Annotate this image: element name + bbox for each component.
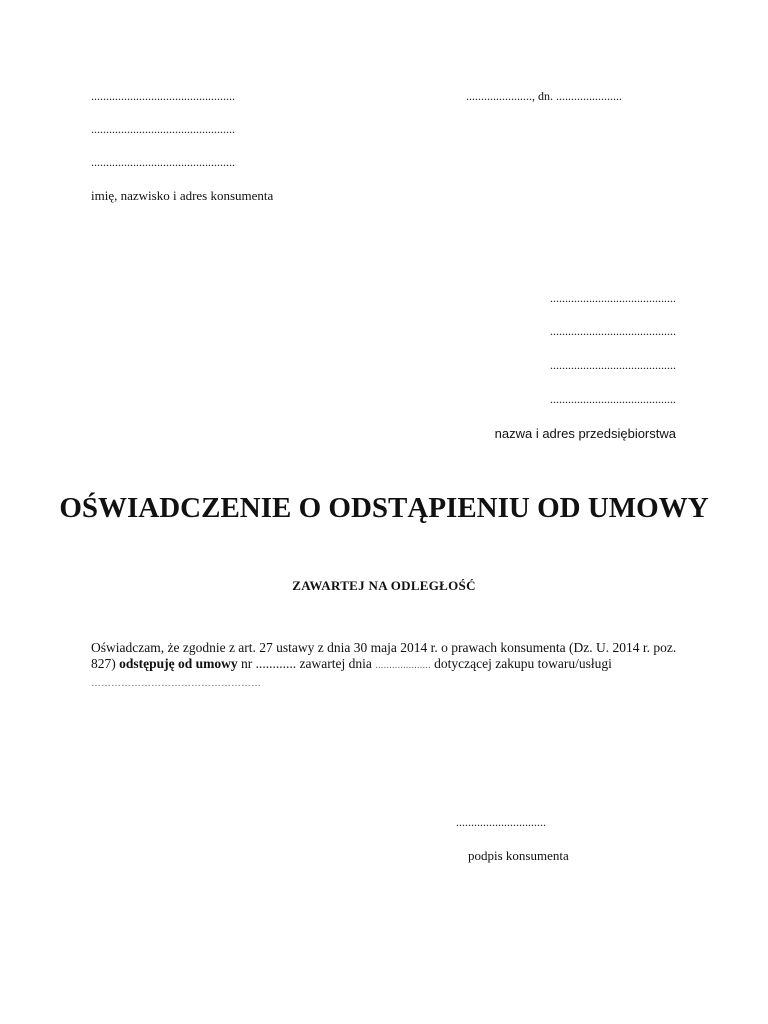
business-dotted-line-4: ..........................................: [550, 392, 676, 406]
signature-dotted-line: ..............................: [456, 815, 546, 829]
statement-text-3: dotyczącej zakupu towaru/usługi: [430, 656, 612, 671]
signature-label: podpis konsumenta: [468, 848, 569, 863]
consumer-dotted-line-2: ................................................: [91, 122, 235, 136]
consumer-dotted-line-1: ................................................: [91, 89, 235, 103]
place-date-line: ......................, dn. ......................: [466, 89, 622, 103]
statement-product-dots: ……………………………………………: [91, 678, 261, 689]
business-dotted-line-2: ..........................................: [550, 324, 676, 338]
statement-paragraph: [91, 640, 681, 692]
business-dotted-line-3: ..........................................: [550, 358, 676, 372]
consumer-dotted-line-3: ................................................: [91, 155, 235, 169]
statement-date-dots: ....................: [375, 660, 431, 671]
statement-text-1: Oświadczam, że zgodnie z art. 27 ustawy z dnia 30 maja 2014 r. o prawach konsumenta (Dz. U. 2014 r. poz. 827): [91, 640, 677, 671]
business-dotted-line-1: ..........................................: [550, 291, 676, 305]
consumer-label: imię, nazwisko i adres konsumenta: [91, 188, 274, 203]
document-subtitle: ZAWARTEJ NA ODLEGŁOŚĆ: [292, 578, 476, 593]
business-label: nazwa i adres przedsiębiorstwa: [494, 426, 676, 441]
statement-bold-text: odstępuję od umowy: [119, 656, 238, 671]
statement-text-2: nr ............ zawartej dnia: [237, 656, 376, 671]
document-title: OŚWIADCZENIE O ODSTĄPIENIU OD UMOWY: [59, 492, 709, 524]
